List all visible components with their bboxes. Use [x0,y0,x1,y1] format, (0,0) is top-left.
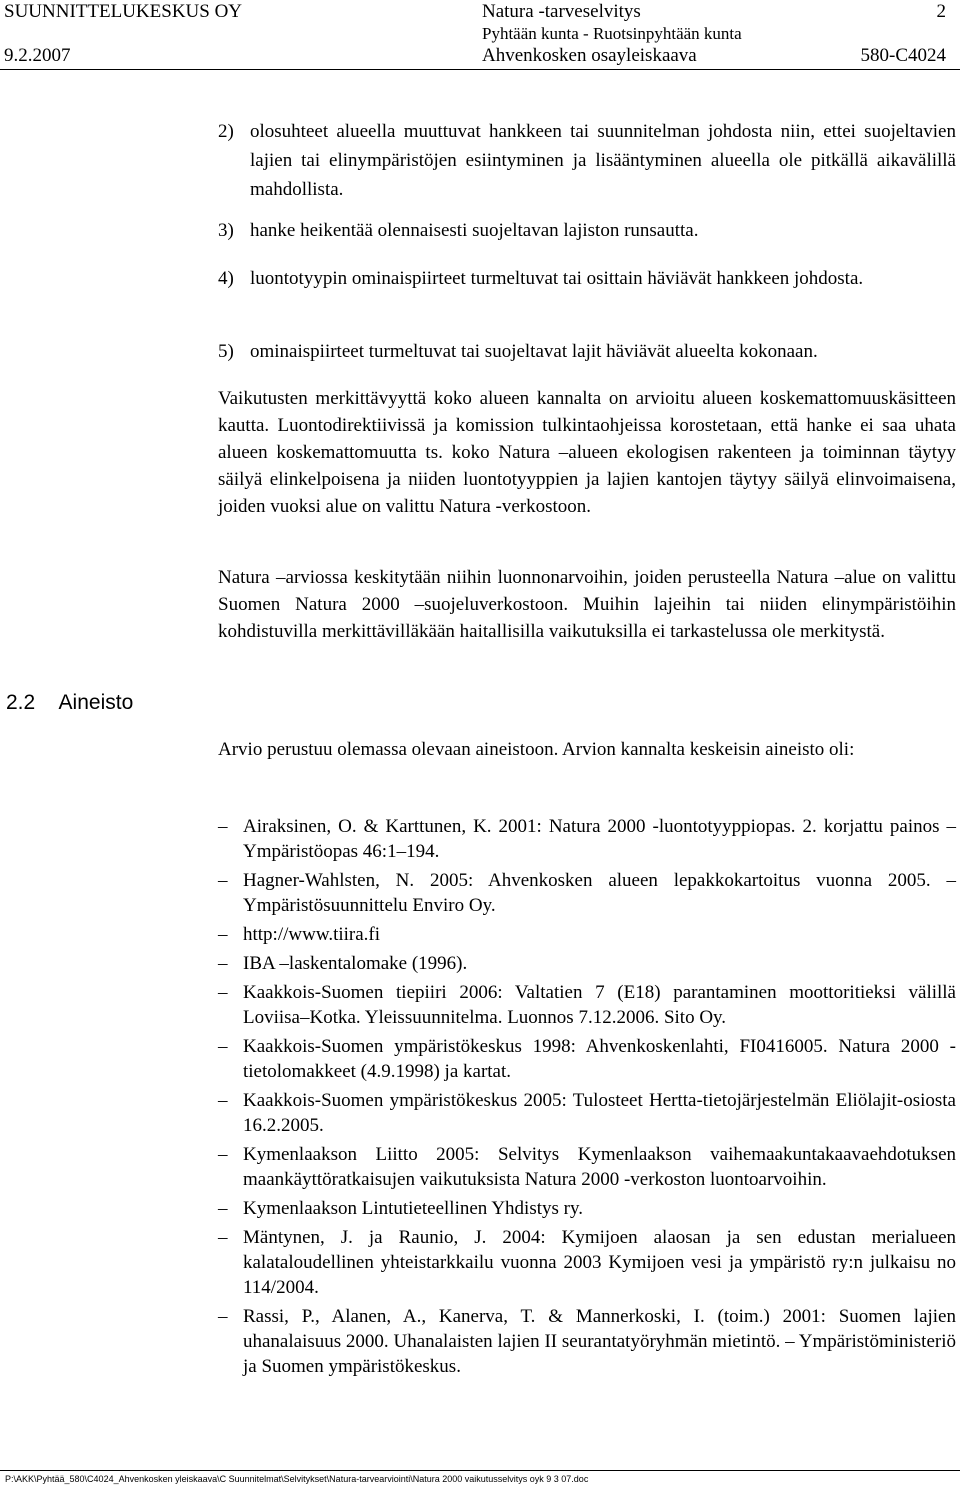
list-dash: – [218,953,228,974]
reference-item [218,1088,956,1138]
reference-item [218,951,956,976]
reference-text: Kaakkois-Suomen ympäristökeskus 1998: Ahvenkoskenlahti, FI0416005. Natura 2000 -tietolomakkeet (4.9.1998) ja kartat. [243,1036,956,1082]
material-intro-paragraph: Arvio perustuu olemassa olevaan aineistoon. Arvion kannalta keskeisin aineisto oli: [218,739,855,760]
header-rule [0,69,960,70]
list-dash: – [218,924,228,945]
reference-item [218,814,956,864]
reference-item [218,922,956,947]
reference-text: Rassi, P., Alanen, A., Kanerva, T. & Mannerkoski, I. (toim.) 2001: Suomen lajien uhanalaisuus 2000. Uhanalaisten lajien II seurantatyöryhmän mietintö. – Ympäristöministeriö ja Suomen ympäristökeskus. [243,1306,956,1377]
list-dash: – [218,816,228,837]
reference-item [218,868,956,918]
criterion-number: 2) [218,121,234,142]
significance-paragraph: Vaikutusten merkittävyyttä koko alueen kannalta on arvioitu alueen koskemattomuuskäsitteen kautta. Luontodirektiivissä ja komission tulkintaohjeissa korostetaan, että hanke ei saa uhata alueen koskemattomuutta ts. koko Natura –alueen ekologisen rakenteen ja toiminnan täytyy säilyä elinkelpoisena ja niiden luontotyyppien ja lajien kantojen täytyy säilyä elinvoimaisena, joiden vuoksi alue on valittu Natura -verkostoon. [218,388,956,517]
header-company: SUUNNITTELUKESKUS OY [4,1,243,22]
reference-list [218,814,956,1383]
reference-text: Hagner-Wahlsten, N. 2005: Ahvenkosken alueen lepakkokartoitus vuonna 2005. – Ympäristösuunnittelu Enviro Oy. [243,870,956,916]
list-dash: – [218,1144,228,1165]
criterion-item [218,117,956,204]
reference-text: Airaksinen, O. & Karttunen, K. 2001: Natura 2000 -luontotyyppiopas. 2. korjattu painos – Ympäristöopas 46:1–194. [243,816,956,862]
list-dash: – [218,1198,228,1219]
reference-item [218,980,956,1030]
header-project-code: 580-C4024 [860,45,946,66]
header-municipality: Pyhtään kunta - Ruotsinpyhtään kunta [482,24,742,43]
header-report-title: Natura -tarveselvitys [482,1,641,22]
criterion-item [218,216,956,245]
header-plan-name: Ahvenkosken osayleiskaava [482,45,697,66]
criterion-text: ominaispiirteet turmeltuvat tai suojeltavat lajit häviävät alueelta kokonaan. [250,341,818,362]
list-dash: – [218,1227,228,1248]
reference-text: Mäntynen, J. ja Raunio, J. 2004: Kymijoen alaosan ja sen edustan merialueen kalataloudellinen yhteistarkkailu vuonna 2003 Kymijoen vesi ja ympäristö ry:n julkaisu no 114/2004. [243,1227,956,1298]
footer-rule [0,1470,960,1471]
list-dash: – [218,982,228,1003]
reference-text: Kaakkois-Suomen ympäristökeskus 2005: Tulosteet Hertta-tietojärjestelmän Eliölajit-osiosta 16.2.2005. [243,1090,956,1136]
criterion-text: hanke heikentää olennaisesti suojeltavan lajiston runsautta. [250,220,699,241]
criterion-item [218,337,956,366]
footer-file-path: P:\AKK\Pyhtää_580\C4024_Ahvenkosken yleiskaava\C Suunnitelmat\Selvitykset\Natura-tarvearviointi\Natura 2000 vaikutusselvitys oyk 9 3 07.doc [5,1474,589,1484]
criterion-number: 5) [218,341,234,362]
criterion-number: 4) [218,268,234,289]
reference-text: http://www.tiira.fi [243,924,381,945]
reference-item [218,1225,956,1300]
reference-text: Kymenlaakson Lintutieteellinen Yhdistys ry. [243,1198,583,1219]
list-dash: – [218,1090,228,1111]
focus-paragraph: Natura –arviossa keskitytään niihin luonnonarvoihin, joiden perusteella Natura –alue on valittu Suomen Natura 2000 –suojeluverkostoon. Muihin lajeihin tai niiden elinympäristöihin kohdistuvilla merkittävilläkään haitallisilla vaikutuksilla ei tarkastelussa ole merkitystä. [218,567,956,642]
reference-item [218,1304,956,1379]
header-date: 9.2.2007 [4,45,71,66]
criterion-number: 3) [218,220,234,241]
section-title: Aineisto [58,691,134,714]
reference-item [218,1196,956,1221]
reference-text: Kymenlaakson Liitto 2005: Selvitys Kymenlaakson vaihemaakuntakaavaehdotuksen maankäyttöratkaisujen vaikutuksista Natura 2000 -verkoston luontoarvoihin. [243,1144,956,1190]
list-dash: – [218,1306,228,1327]
header-page-number: 2 [936,1,946,22]
reference-item [218,1034,956,1084]
reference-item [218,1142,956,1192]
list-dash: – [218,870,228,891]
criterion-item [218,264,956,293]
reference-text: IBA –laskentalomake (1996). [243,953,468,974]
section-number: 2.2 [6,691,36,714]
list-dash: – [218,1036,228,1057]
criterion-text: luontotyypin ominaispiirteet turmeltuvat tai osittain häviävät hankkeen johdosta. [250,268,864,289]
section-heading [6,690,133,716]
reference-text: Kaakkois-Suomen tiepiiri 2006: Valtatien 7 (E18) parantaminen moottoritieksi välillä Loviisa–Kotka. Yleissuunnitelma. Luonnos 7.12.2006. Sito Oy. [243,982,956,1028]
criterion-text: olosuhteet alueella muuttuvat hankkeen tai suunnitelman johdosta niin, ettei suojeltavien lajien tai elinympäristöjen esiintyminen ja lisääntyminen alueella ole pitkällä aikavälillä mahdollista. [250,121,956,200]
